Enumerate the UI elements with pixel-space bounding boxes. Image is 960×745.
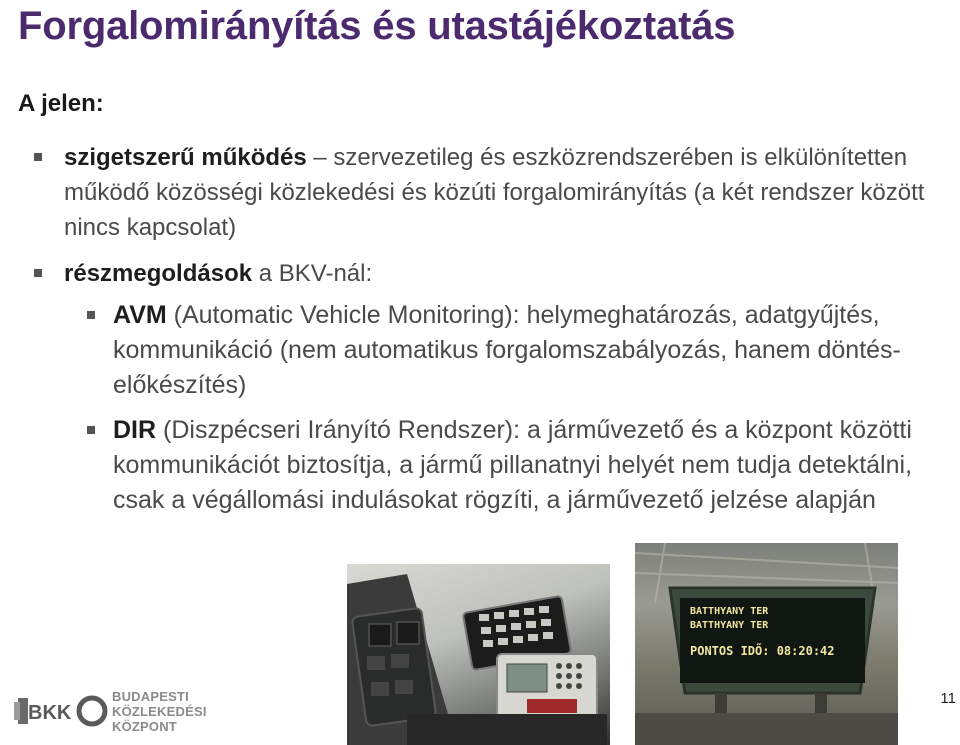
- sub-bullet-text: (Automatic Vehicle Monitoring): helymeghatározás, adatgyűjtés, kommunikáció (nem automatikus forgalomszabályozás, hanem döntés-előkészítés): [113, 301, 901, 399]
- display-line-3: PONTOS IDŐ: 08:20:42: [690, 644, 835, 658]
- sub-bullet-bold: AVM: [113, 301, 167, 329]
- cab-terminal-illustration: [347, 564, 610, 745]
- bullet-bold: részmegoldások: [64, 260, 253, 287]
- bullet-item: [64, 140, 944, 245]
- square-bullet-icon: [87, 311, 95, 319]
- sub-bullet-item: [113, 413, 913, 518]
- bus-cab-photo: [347, 564, 610, 745]
- page-number: 11: [940, 690, 956, 707]
- sub-bullet-text: (Diszpécseri Irányító Rendszer): a járművezető és a központ közötti kommunikációt biztosítja, a jármű pillanatnyi helyét nem tudja detektálni, csak a végállomási indulásokat rögzíti, a járművezető jelzése alapján: [113, 416, 913, 514]
- sub-bullet-bold: DIR: [113, 416, 157, 444]
- subheading: A jelen:: [18, 90, 104, 117]
- bkk-logo-mark: [10, 688, 110, 734]
- passenger-display-photo: [635, 543, 898, 745]
- logo-line-1: BUDAPESTI: [112, 689, 189, 704]
- logo-line-2: KÖZLEKEDÉSI: [112, 704, 207, 719]
- bullet-bold: szigetszerű működés: [64, 144, 307, 171]
- logo-mark-text: BKK: [28, 702, 72, 724]
- logo-line-3: KÖZPONT: [112, 719, 177, 734]
- display-line-1: BATTHYANY TER: [690, 606, 769, 617]
- square-bullet-icon: [34, 153, 42, 161]
- bullet-item: [64, 256, 944, 291]
- slide-title: Forgalomirányítás és utastájékoztatás: [18, 4, 736, 48]
- square-bullet-icon: [87, 426, 95, 434]
- display-line-2: BATTHYANY TER: [690, 620, 769, 631]
- square-bullet-icon: [34, 269, 42, 277]
- sub-bullet-item: [113, 298, 913, 403]
- logo-wordmark: [112, 689, 207, 734]
- bullet-text: – szervezetileg és eszközrendszerében is elkülönítetten működő közösségi közlekedési és közúti forgalomirányítás (a két rendszer között nincs kapcsolat): [64, 144, 925, 241]
- bullet-text: a BKV-nál:: [252, 260, 373, 287]
